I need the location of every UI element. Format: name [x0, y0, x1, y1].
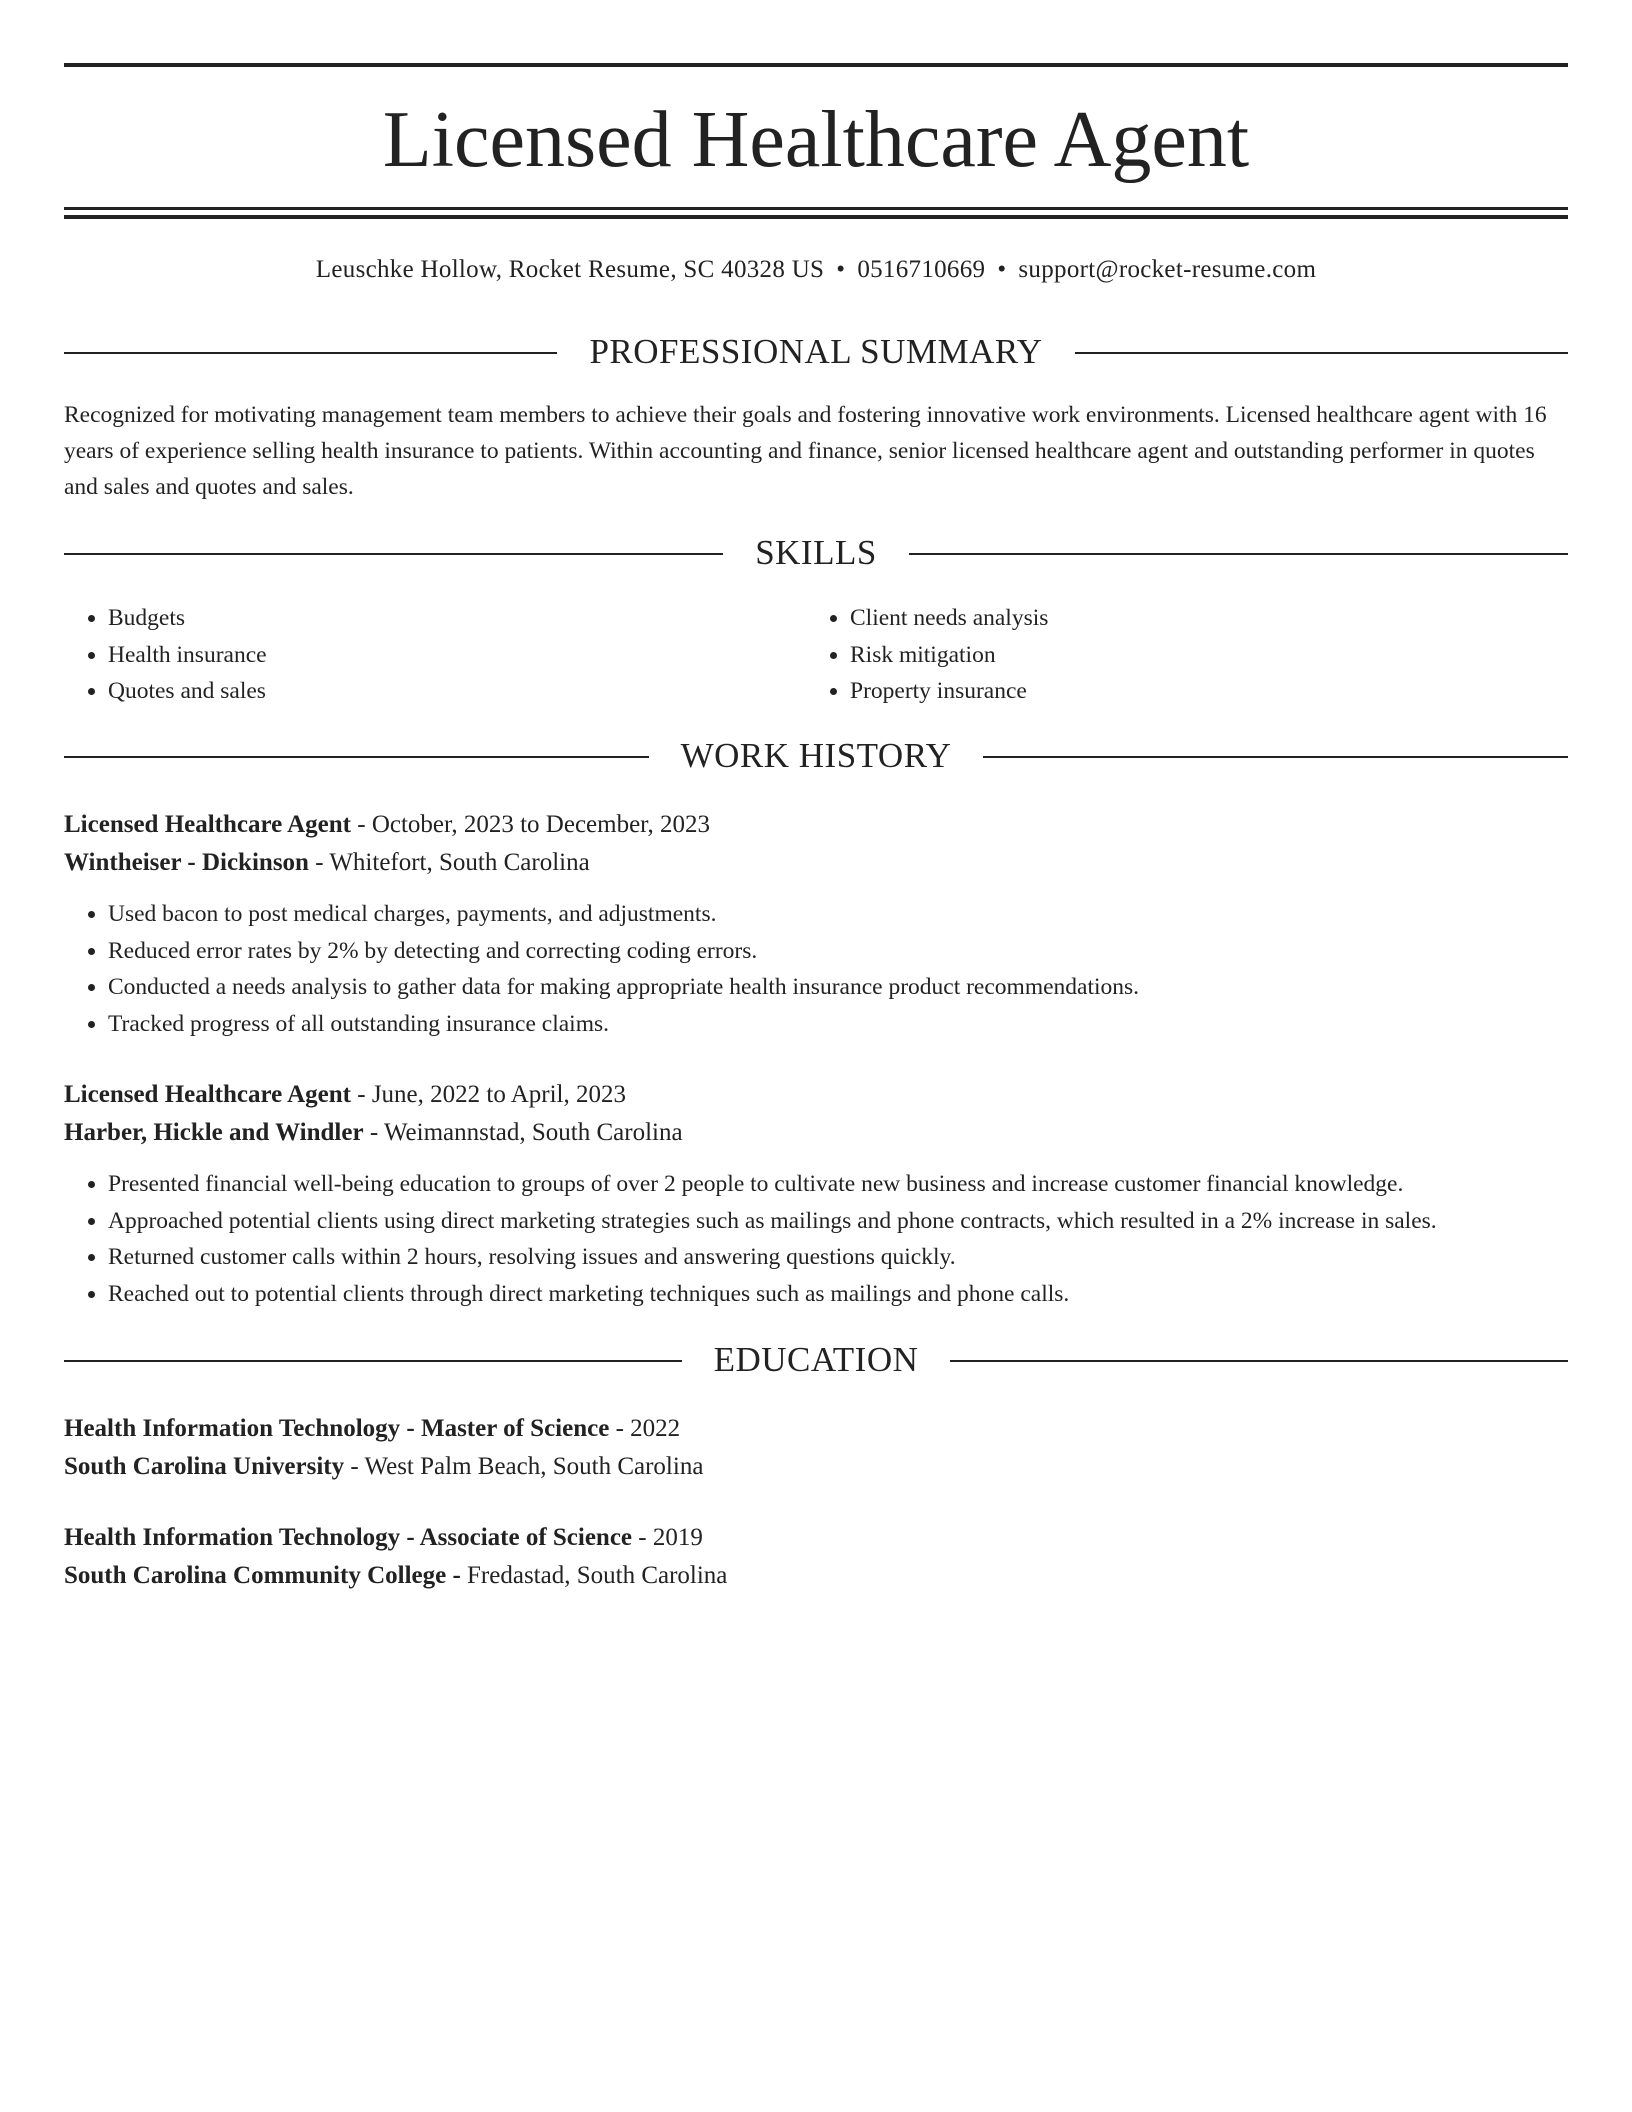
job-location: - Whitefort, South Carolina [308, 849, 590, 876]
title-double-rule [64, 207, 1568, 219]
job-title-line [64, 1076, 1568, 1114]
contact-separator: • [997, 256, 1007, 283]
job-duty: • Presented financial well-being education to groups of over 2 people to cultivate new business and increase customer financial knowledge. [108, 1166, 1568, 1203]
job-title-line [64, 806, 1568, 844]
contact-line [64, 252, 1568, 288]
education-degree: Health Information Technology - Master of Science [64, 1415, 610, 1442]
job-dates: - October, 2023 to December, 2023 [351, 811, 710, 838]
section-heading-summary [64, 330, 1568, 374]
education-location: Fredastad, South Carolina [460, 1562, 728, 1589]
job-company: Harber, Hickle and Windler [64, 1119, 364, 1146]
section-heading-work-history [64, 734, 1568, 778]
skills-column-left [64, 600, 806, 710]
job-company-line [64, 844, 1568, 882]
job-duty: • Reached out to potential clients through direct marketing techniques such as mailings and phone calls. [108, 1276, 1568, 1313]
job-location: - Weimannstad, South Carolina [363, 1119, 683, 1146]
education-school-line [64, 1557, 1568, 1595]
job-title: Licensed Healthcare Agent [64, 1081, 351, 1108]
contact-separator: • [836, 256, 846, 283]
job-duties [64, 1166, 1568, 1312]
section-heading-label: SKILLS [723, 531, 909, 575]
education-degree: Health Information Technology - Associate of Science [64, 1524, 633, 1551]
skill-item: • Property insurance [850, 673, 1548, 710]
job-dates: - June, 2022 to April, 2023 [351, 1081, 626, 1108]
education-school: South Carolina Community College - [64, 1562, 461, 1589]
education-year: - 2022 [609, 1415, 681, 1442]
job-company-line [64, 1114, 1568, 1152]
job-duties [64, 896, 1568, 1042]
education-school: South Carolina University [64, 1453, 345, 1480]
section-heading-education [64, 1338, 1568, 1382]
skills-column-right [806, 600, 1548, 710]
education-year: - 2019 [632, 1524, 703, 1551]
job-entry [64, 806, 1568, 1042]
skill-item: • Risk mitigation [850, 637, 1548, 674]
contact-address: Leuschke Hollow, Rocket Resume, SC 40328 US [315, 256, 825, 283]
job-company: Wintheiser - Dickinson [64, 849, 309, 876]
education-degree-line [64, 1519, 1568, 1557]
section-heading-skills [64, 531, 1568, 575]
section-heading-label: EDUCATION [682, 1338, 951, 1382]
summary-text: Recognized for motivating management team members to achieve their goals and fostering innovative work environments. Licensed healthcare agent with 16 years of experience selling health insurance to patients. Within accounting and finance, senior licensed healthcare agent and outstanding performer in quotes and sales and quotes and sales. [64, 402, 1547, 500]
job-duty: • Tracked progress of all outstanding insurance claims. [108, 1006, 1568, 1043]
top-rule [64, 63, 1568, 67]
skill-item: • Health insurance [108, 637, 806, 674]
job-title: Licensed Healthcare Agent [64, 811, 351, 838]
skill-item: • Budgets [108, 600, 806, 637]
job-duty: • Used bacon to post medical charges, payments, and adjustments. [108, 896, 1568, 933]
education-entry [64, 1410, 1568, 1486]
job-duty: • Conducted a needs analysis to gather data for making appropriate health insurance product recommendations. [108, 969, 1568, 1006]
job-duty: • Reduced error rates by 2% by detecting and correcting coding errors. [108, 933, 1568, 970]
education-school-line [64, 1448, 1568, 1486]
skill-item: • Client needs analysis [850, 600, 1548, 637]
section-heading-label: PROFESSIONAL SUMMARY [557, 330, 1074, 374]
job-duty: • Returned customer calls within 2 hours, resolving issues and answering questions quickly. [108, 1239, 1568, 1276]
resume-title: Licensed Healthcare Agent [382, 96, 1250, 184]
skill-item: • Quotes and sales [108, 673, 806, 710]
education-entry [64, 1519, 1568, 1595]
job-entry [64, 1076, 1568, 1312]
education-degree-line [64, 1410, 1568, 1448]
contact-email: support@rocket-resume.com [1018, 256, 1317, 283]
education-location: - West Palm Beach, South Carolina [344, 1453, 704, 1480]
section-heading-label: WORK HISTORY [649, 734, 984, 778]
contact-phone: 0516710669 [857, 256, 986, 283]
job-duty: • Approached potential clients using direct marketing strategies such as mailings and phone contracts, which resulted in a 2% increase in sales. [108, 1203, 1568, 1240]
